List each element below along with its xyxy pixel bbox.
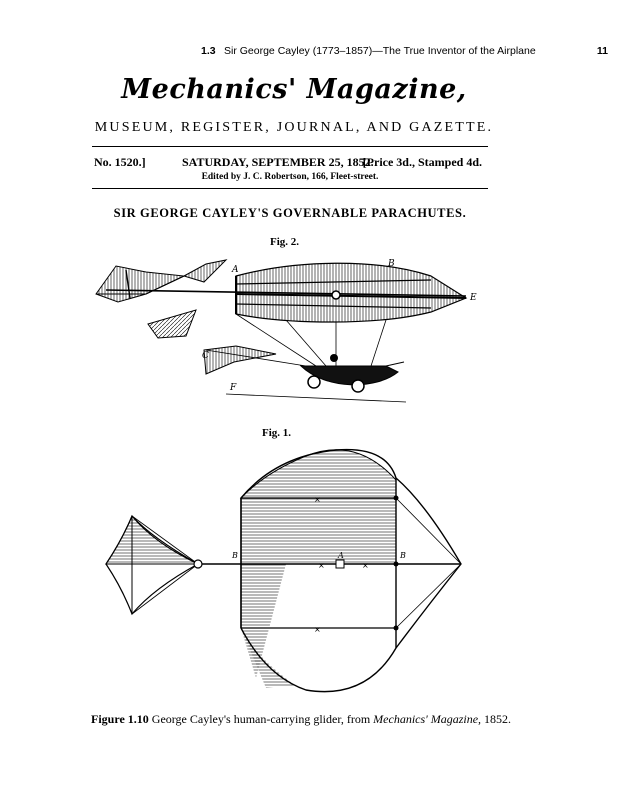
article-title: SIR GEORGE CAYLEY'S GOVERNABLE PARACHUTES. — [113, 206, 467, 220]
fig1-letter-b-right: B — [400, 551, 406, 560]
fig1-letter-b-left: B — [232, 551, 238, 560]
issue-date: SATURDAY, SEPTEMBER 25, 1852. — [182, 155, 374, 169]
bottom-rule — [92, 188, 488, 189]
editor-line: Edited by J. C. Robertson, 166, Fleet-street. — [201, 172, 379, 182]
fig1-label: Fig. 1. — [262, 427, 292, 439]
caption-magazine: Mechanics' Magazine, — [373, 712, 482, 726]
masthead-title: Mechanics' Magazine, — [121, 74, 467, 105]
caption-text: George Cayley's human-carrying glider, from — [151, 712, 371, 726]
fig2-letter-f: F — [230, 383, 237, 393]
running-head-title: Sir George Cayley (1773–1857)—The True Inventor of the Airplane — [224, 45, 536, 57]
running-head — [0, 45, 638, 59]
svg-text:×: × — [314, 625, 321, 634]
fig2-letter-a: A — [232, 265, 239, 275]
issue-number: No. 1520.] — [94, 155, 146, 169]
fig2-letter-b: B — [388, 259, 395, 269]
figure-caption — [91, 712, 571, 727]
svg-text:×: × — [318, 561, 325, 570]
caption-year: 1852. — [484, 712, 512, 726]
page-number: 11 — [596, 45, 608, 57]
fig2-glider-side-view-illustration — [86, 254, 486, 404]
fig2-letter-e: E — [470, 293, 477, 303]
issue-line — [92, 155, 488, 169]
fig2-label: Fig. 2. — [270, 236, 300, 248]
masthead-subtitle: MUSEUM, REGISTER, JOURNAL, AND GAZETTE. — [94, 120, 494, 135]
fig1-letter-a: A — [338, 551, 344, 560]
top-rule — [92, 146, 488, 147]
running-head-section: 1.3 — [201, 45, 216, 57]
issue-price: [Price 3d., Stamped 4d. — [362, 155, 482, 169]
svg-text:×: × — [362, 561, 369, 570]
caption-label: Figure 1.10 — [91, 712, 149, 726]
fig1-glider-plan-view-illustration — [96, 438, 476, 702]
fig2-letter-c: C — [202, 351, 209, 361]
svg-text:×: × — [314, 495, 321, 504]
